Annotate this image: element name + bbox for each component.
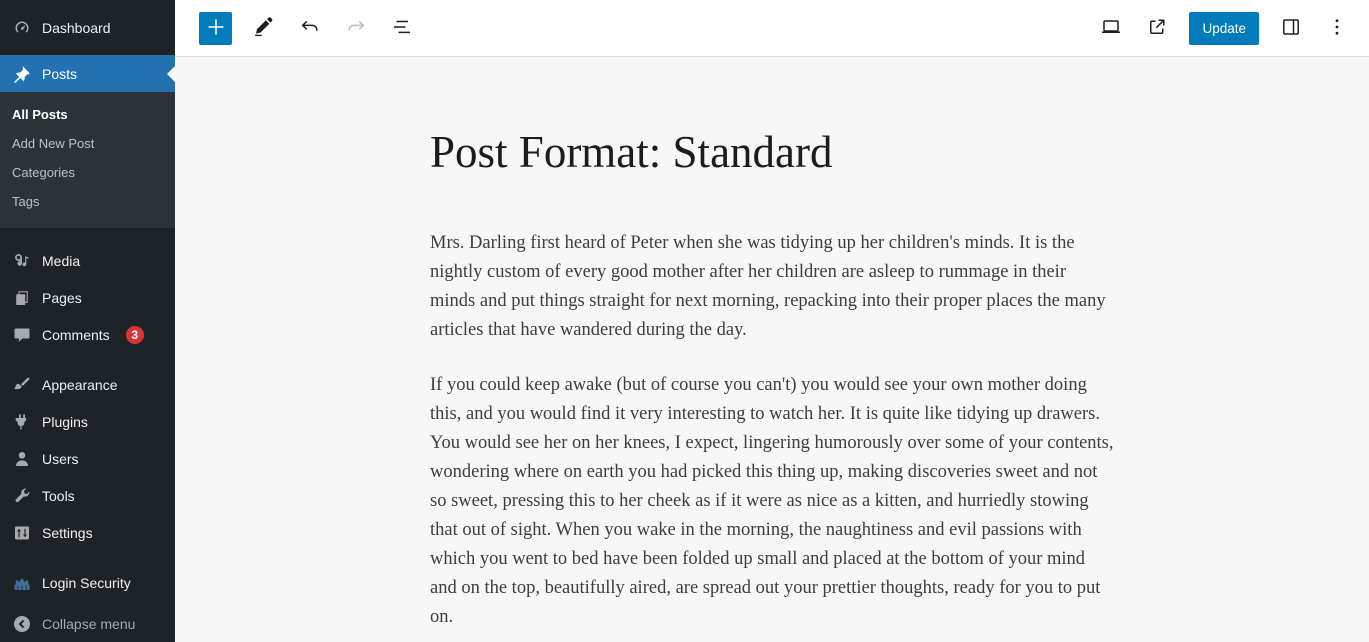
sidebar-panel-icon: [1279, 15, 1303, 42]
post-paragraph-block[interactable]: Mrs. Darling first heard of Peter when she was tidying up her children's minds. It is the nightly custom of every good mother after her children are asleep to rummage in their minds and put things straight for next morning, repacking into their proper places the many articles that have wandered during the day.: [430, 233, 1106, 340]
sidebar-item-label: Posts: [42, 65, 78, 82]
admin-sidebar: [0, 0, 175, 642]
sidebar-item-pages[interactable]: [0, 279, 175, 316]
sidebar-item-label: Appearance: [42, 376, 118, 393]
post-content-column: [430, 125, 1114, 632]
laptop-icon: [1099, 15, 1123, 42]
sidebar-item-label: Tools: [42, 487, 75, 504]
toolbar-left-group: [199, 10, 420, 46]
undo-arrow-icon: [298, 15, 322, 42]
sidebar-item-label: Settings: [42, 524, 93, 541]
document-overview-button[interactable]: [384, 10, 420, 46]
dashboard-icon: [12, 18, 32, 38]
editor-canvas: [175, 57, 1369, 642]
toolbar-right-group: [1093, 10, 1355, 46]
view-post-button[interactable]: [1139, 10, 1175, 46]
sidebar-item-appearance[interactable]: [0, 366, 175, 403]
comments-count-badge: 3: [126, 326, 144, 344]
submenu-item-categories[interactable]: Categories: [12, 165, 75, 180]
sidebar-item-comments[interactable]: [0, 316, 175, 353]
user-icon: [12, 449, 32, 469]
comment-bubble-icon: [12, 325, 32, 345]
sidebar-item-label: Dashboard: [42, 19, 111, 36]
sidebar-item-label: Media: [42, 252, 81, 269]
pushpin-icon: [12, 64, 32, 84]
post-title[interactable]: Post Format: Standard: [430, 127, 833, 177]
list-view-icon: [390, 15, 414, 42]
sidebar-item-media[interactable]: [0, 242, 175, 279]
submenu-item-add-new-post[interactable]: Add New Post: [12, 136, 95, 151]
update-button[interactable]: Update: [1189, 12, 1259, 45]
redo-arrow-icon: [344, 15, 368, 42]
post-paragraph-block[interactable]: If you could keep awake (but of course you can't) you would see your own mother doing this, and you would find it very interesting to watch her. It is quite like tidying up drawers. You would see her on her knees, I expect, lingering humorously over some of your contents, wondering where on earth you had picked this thing up, making discoveries sweet and not so sweet, pressing this to her cheek as if it were as nice as a kitten, and hurriedly stowing that out of sight. When you wake in the morning, the naughtiness and evil passions with which you went to bed have been folded up small and placed at the bottom of your mind and on the top, beautifully aired, are spread out your prettier thoughts, ready for you to put on.: [430, 375, 1114, 627]
undo-button[interactable]: [292, 10, 328, 46]
submenu-item-tags[interactable]: Tags: [12, 194, 40, 209]
pencil-icon: [252, 15, 276, 42]
media-icon: [12, 251, 32, 271]
posts-submenu: [0, 92, 175, 228]
paintbrush-icon: [12, 375, 32, 395]
collapse-arrow-icon: [12, 614, 32, 634]
block-inserter-button[interactable]: [199, 12, 232, 45]
sidebar-item-label: Pages: [42, 289, 82, 306]
tools-mode-button[interactable]: [246, 10, 282, 46]
redo-button[interactable]: [338, 10, 374, 46]
sidebar-item-settings[interactable]: [0, 514, 175, 551]
sidebar-item-posts[interactable]: [0, 55, 175, 92]
sidebar-item-dashboard[interactable]: [0, 9, 175, 46]
kebab-menu-icon: [1325, 15, 1349, 42]
pages-icon: [12, 288, 32, 308]
sidebar-item-label: Plugins: [42, 413, 88, 430]
sidebar-item-tools[interactable]: [0, 477, 175, 514]
wrench-icon: [12, 486, 32, 506]
options-menu-button[interactable]: [1319, 10, 1355, 46]
settings-sliders-icon: [12, 523, 32, 543]
fortress-icon: [12, 573, 32, 593]
sidebar-item-label: Login Security: [42, 574, 131, 591]
sidebar-item-login-security[interactable]: [0, 564, 175, 601]
sidebar-item-label: Collapse menu: [42, 615, 136, 632]
sidebar-item-label: Comments: [42, 326, 110, 343]
external-link-icon: [1145, 15, 1169, 42]
sidebar-item-users[interactable]: [0, 440, 175, 477]
editor-toolbar: [175, 0, 1369, 57]
preview-button[interactable]: [1093, 10, 1129, 46]
plugin-icon: [12, 412, 32, 432]
plus-icon: [204, 15, 228, 42]
sidebar-item-collapse-menu[interactable]: [0, 605, 175, 642]
sidebar-item-label: Users: [42, 450, 79, 467]
settings-panel-toggle-button[interactable]: [1273, 10, 1309, 46]
sidebar-item-plugins[interactable]: [0, 403, 175, 440]
editor-main: [175, 0, 1369, 642]
submenu-item-all-posts[interactable]: All Posts: [12, 107, 68, 122]
